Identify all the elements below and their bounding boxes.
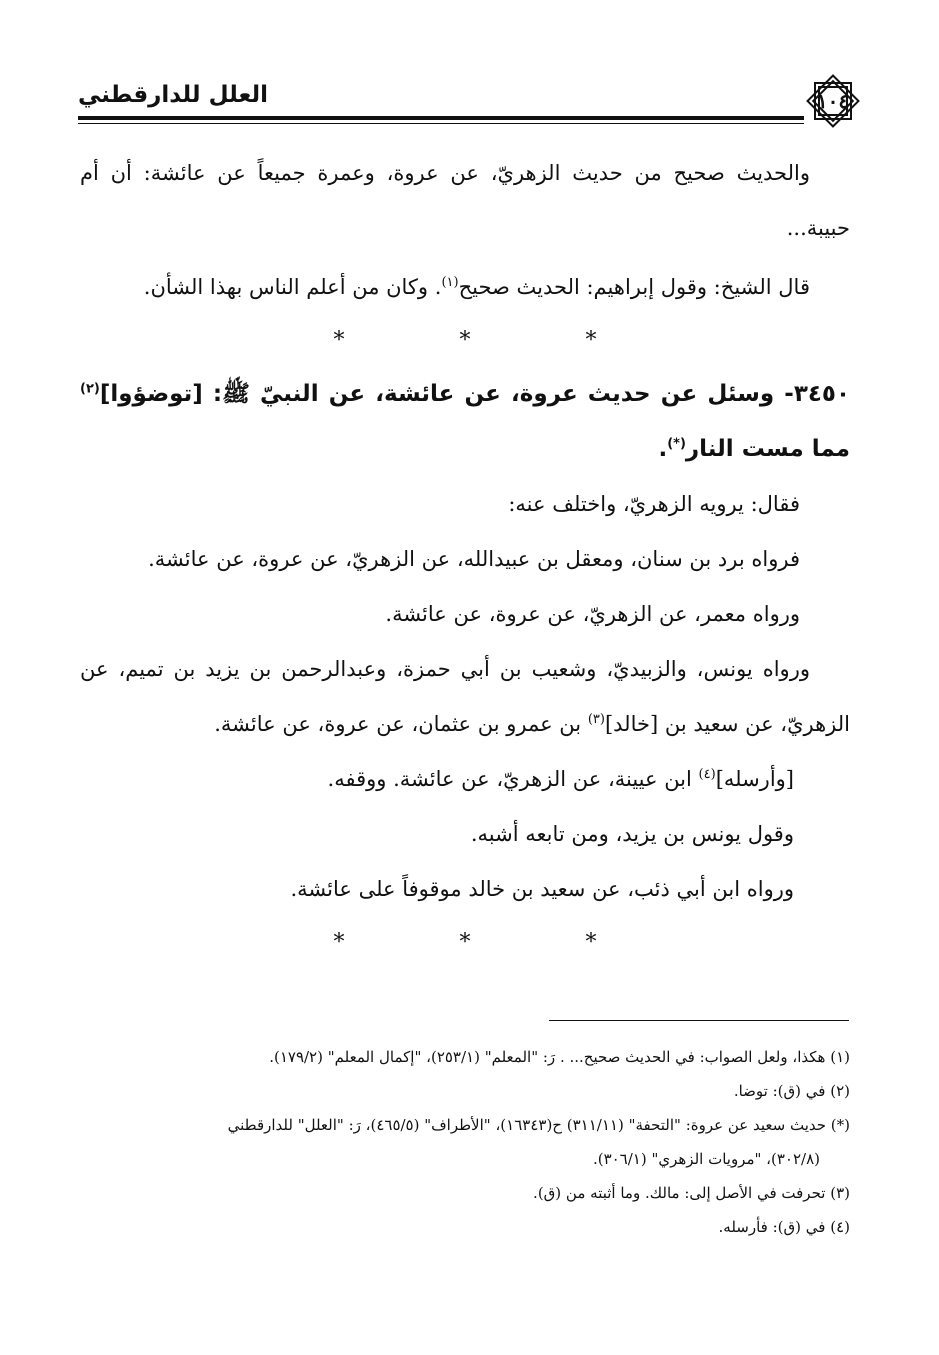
paragraph: فرواه برد بن سنان، ومعقل بن عبيدالله، عن الزهريّ، عن عروة، عن عائشة.: [148, 547, 800, 571]
question-heading: [80, 367, 850, 477]
footnote-ref: (١): [441, 275, 459, 290]
footnote-continuation: (٣٠٢/٨)، "مرويات الزهري" (٣٠٦/١).: [592, 1150, 820, 1168]
book-title: العلل للدارقطني: [78, 82, 268, 108]
text-run: مما مست النار: [685, 436, 850, 462]
footnote-ref: (*): [667, 436, 686, 452]
paragraph: فقال: يرويه الزهريّ، واختلف عنه:: [508, 492, 800, 516]
paragraph: ورواه ابن أبي ذئب، عن سعيد بن خالد موقوفاً على عائشة.: [290, 877, 794, 901]
section-separator: * * *: [333, 328, 651, 353]
section-separator: * * *: [333, 930, 651, 955]
footnote: (٢) في (ق): توضا.: [733, 1082, 850, 1100]
page-number-badge: [802, 70, 864, 132]
page-header: [78, 70, 864, 132]
footnote: (٤) في (ق): فأرسله.: [718, 1218, 850, 1236]
footnotes: [78, 1040, 850, 1244]
text-run: [وأرسله]: [715, 767, 794, 791]
footnote-ref: (٢): [80, 381, 100, 397]
text-run: ابن عيينة، عن الزهريّ، عن عائشة. ووقفه.: [327, 767, 699, 791]
text-run: ٣٤٥٠- وسئل عن حديث عروة، عن عائشة، عن النبيّ ﷺ: [توضؤوا]: [99, 381, 850, 407]
header-rule-thick: [78, 116, 804, 120]
header-rule-thin: [78, 123, 804, 124]
paragraph: والحديث صحيح من حديث الزهريّ، عن عروة، وعمرة جميعاً عن عائشة: أن أم حبيبة...: [80, 161, 850, 240]
paragraph: ورواه معمر، عن الزهريّ، عن عروة، عن عائشة.: [385, 602, 800, 626]
footnote-ref: (٣): [587, 712, 605, 727]
footnote-divider: [549, 1020, 849, 1021]
footnote: (٣) تحرفت في الأصل إلى: مالك. وما أثبته من (ق).: [533, 1184, 850, 1202]
text-run: ورواه يونس، والزبيديّ، وشعيب بن أبي حمزة، وعبدالرحمن بن يزيد بن تميم، عن الزهريّ، عن سعيد بن [خالد]: [80, 657, 850, 736]
paragraph: [80, 752, 850, 807]
text-run: . وكان من أعلم الناس بهذا الشأن.: [143, 275, 442, 299]
footnote: (*) حديث سعيد عن عروة: "التحفة" (٣١١/١١) ح(١٦٣٤٣)، "الأطراف" (٤٦٥/٥)، رَ: "العلل" للدارقطني: [227, 1116, 850, 1134]
paragraph: [80, 642, 850, 752]
paragraph: [80, 260, 850, 315]
text-run: بن عمرو بن عثمان، عن عروة، عن عائشة.: [214, 712, 588, 736]
footnote: (١) هكذا، ولعل الصواب: في الحديث صحيح... . رَ: "المعلم" (٢٥٣/١)، "إكمال المعلم" (١٧٩/٢).: [269, 1048, 850, 1066]
paragraph: وقول يونس بن يزيد، ومن تابعه أشبه.: [470, 822, 794, 846]
footnote-ref: (٤): [698, 767, 716, 782]
main-text: [80, 146, 850, 969]
text-run: .: [658, 436, 668, 462]
page-number: ١٠٤: [816, 89, 850, 113]
text-run: قال الشيخ: وقول إبراهيم: الحديث صحيح: [458, 275, 810, 299]
